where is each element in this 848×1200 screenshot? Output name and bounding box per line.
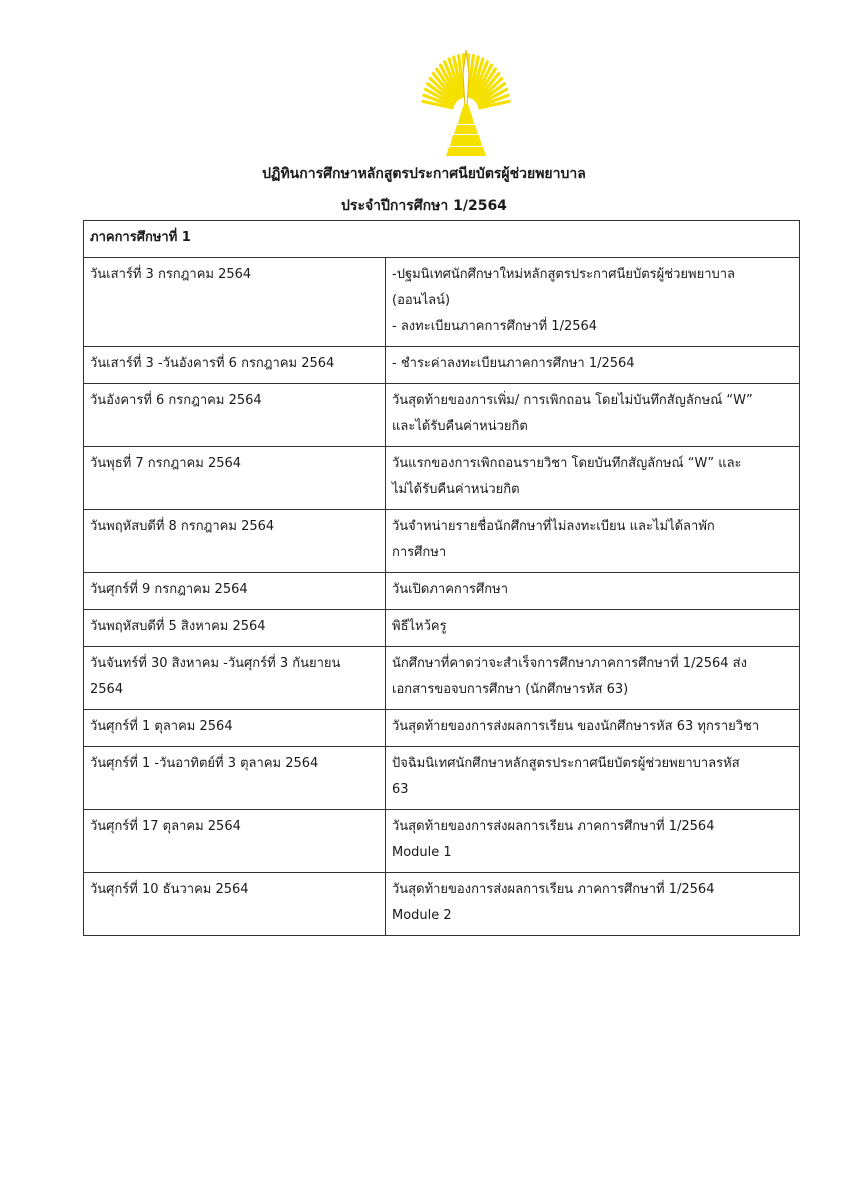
event-cell [386, 447, 800, 510]
event-text: วันสุดท้ายของการส่งผลการเรียน ภาคการศึกษาที่ 1/2564 [392, 882, 715, 897]
event-text: - ลงทะเบียนภาคการศึกษาที่ 1/2564 [392, 319, 598, 334]
event-text: 63 [392, 782, 409, 797]
date-cell [84, 647, 386, 710]
date-text: วันศุกร์ที่ 10 ธันวาคม 2564 [90, 882, 249, 897]
date-text: วันอังคารที่ 6 กรกฎาคม 2564 [90, 393, 262, 408]
event-text: - ชำระค่าลงทะเบียนภาคการศึกษา 1/2564 [392, 356, 635, 371]
date-cell [84, 347, 386, 384]
date-text: วันจันทร์ที่ 30 สิงหาคม -วันศุกร์ที่ 3 กันยายน [90, 656, 341, 671]
date-cell [84, 258, 386, 347]
event-text: ไม่ได้รับคืนค่าหน่วยกิต [392, 482, 520, 497]
event-text: พิธีไหว้ครู [392, 619, 447, 634]
event-text: นักศึกษาที่คาดว่าจะสำเร็จการศึกษาภาคการศึกษาที่ 1/2564 ส่ง [392, 656, 747, 671]
date-text: วันเสาร์ที่ 3 -วันอังคารที่ 6 กรกฎาคม 2564 [90, 356, 335, 371]
university-emblem-icon [420, 46, 512, 158]
date-text: วันศุกร์ที่ 17 ตุลาคม 2564 [90, 819, 241, 834]
event-cell [386, 647, 800, 710]
date-text: วันพฤหัสบดีที่ 5 สิงหาคม 2564 [90, 619, 266, 634]
table-row [84, 610, 800, 647]
event-text: วันสุดท้ายของการส่งผลการเรียน ภาคการศึกษาที่ 1/2564 [392, 819, 715, 834]
document-title: ปฏิทินการศึกษาหลักสูตรประกาศนียบัตรผู้ช่วยพยาบาล [262, 166, 586, 182]
event-text: วันเปิดภาคการศึกษา [392, 582, 509, 597]
table-row [84, 347, 800, 384]
table-row [84, 873, 800, 936]
event-text: และได้รับคืนค่าหน่วยกิต [392, 419, 528, 434]
table-row [84, 747, 800, 810]
date-cell [84, 573, 386, 610]
date-cell [84, 510, 386, 573]
date-cell [84, 873, 386, 936]
event-text: Module 1 [392, 845, 452, 860]
event-cell [386, 573, 800, 610]
date-text: 2564 [90, 682, 124, 697]
event-text: เอกสารขอจบการศึกษา (นักศึกษารหัส 63) [392, 682, 629, 697]
table-row [84, 510, 800, 573]
date-cell [84, 610, 386, 647]
table-row [84, 258, 800, 347]
event-cell [386, 258, 800, 347]
event-text: การศึกษา [392, 545, 447, 560]
date-cell [84, 447, 386, 510]
date-text: วันพุธที่ 7 กรกฎาคม 2564 [90, 456, 242, 471]
event-cell [386, 710, 800, 747]
event-text: Module 2 [392, 908, 452, 923]
event-cell [386, 810, 800, 873]
table-row [84, 384, 800, 447]
event-cell [386, 384, 800, 447]
semester-heading: ภาคการศึกษาที่ 1 [84, 221, 800, 258]
table-row [84, 810, 800, 873]
date-text: วันศุกร์ที่ 1 -วันอาทิตย์ที่ 3 ตุลาคม 2564 [90, 756, 319, 771]
semester-heading-row [84, 221, 800, 258]
event-text: วันสุดท้ายของการเพิ่ม/ การเพิกถอน โดยไม่บันทึกสัญลักษณ์ “W” [392, 393, 753, 408]
date-cell [84, 384, 386, 447]
date-text: วันพฤหัสบดีที่ 8 กรกฎาคม 2564 [90, 519, 275, 534]
event-text: -ปฐมนิเทศนักศึกษาใหม่หลักสูตรประกาศนียบัตรผู้ช่วยพยาบาล [392, 267, 736, 282]
date-cell [84, 747, 386, 810]
table-row [84, 573, 800, 610]
event-text: ปัจฉิมนิเทศนักศึกษาหลักสูตรประกาศนียบัตรผู้ช่วยพยาบาลรหัส [392, 756, 740, 771]
event-text: (ออนไลน์) [392, 293, 451, 308]
event-text: วันจำหน่ายรายชื่อนักศึกษาที่ไม่ลงทะเบียน และไม่ได้ลาพัก [392, 519, 715, 534]
date-text: วันศุกร์ที่ 9 กรกฎาคม 2564 [90, 582, 248, 597]
event-text: วันแรกของการเพิกถอนรายวิชา โดยบันทึกสัญลักษณ์ “W” และ [392, 456, 742, 471]
date-text: วันศุกร์ที่ 1 ตุลาคม 2564 [90, 719, 233, 734]
event-text: วันสุดท้ายของการส่งผลการเรียน ของนักศึกษารหัส 63 ทุกรายวิชา [392, 719, 760, 734]
academic-calendar-table [83, 220, 800, 936]
table-row [84, 447, 800, 510]
date-cell [84, 810, 386, 873]
event-cell [386, 747, 800, 810]
document-subtitle: ประจำปีการศึกษา 1/2564 [341, 198, 507, 214]
date-text: วันเสาร์ที่ 3 กรกฎาคม 2564 [90, 267, 252, 282]
event-cell [386, 347, 800, 384]
date-cell [84, 710, 386, 747]
table-row [84, 647, 800, 710]
event-cell [386, 873, 800, 936]
table-row [84, 710, 800, 747]
event-cell [386, 610, 800, 647]
event-cell [386, 510, 800, 573]
